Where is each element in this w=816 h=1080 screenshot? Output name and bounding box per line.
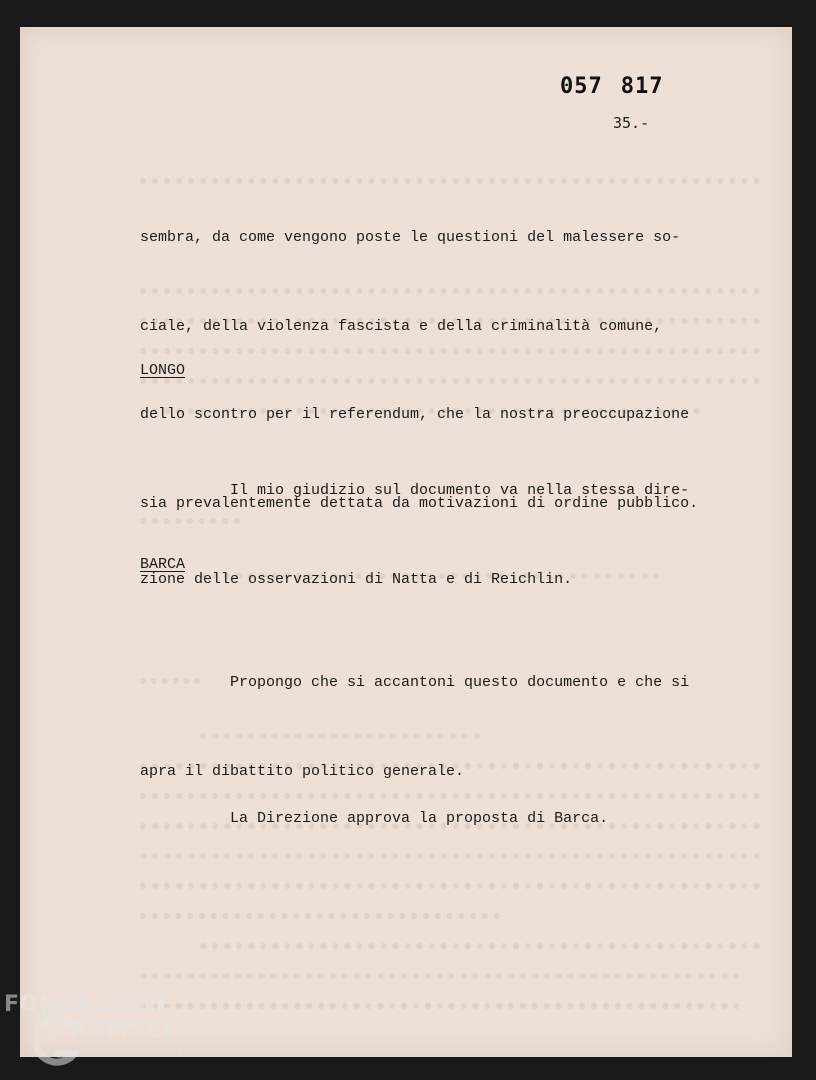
watermark-line2: RAMSCI bbox=[70, 1018, 173, 1043]
text-line: zione delle osservazioni di Natta e di Reichlin. bbox=[140, 570, 573, 588]
text-line: La Direzione approva la proposta di Barca. bbox=[140, 810, 609, 827]
speaker-heading-longo: LONGO bbox=[140, 362, 186, 379]
text-line: ciale, della violenza fascista e della criminalità comune, bbox=[140, 317, 663, 335]
conclusion-line bbox=[140, 745, 608, 863]
page-number: 35.- bbox=[613, 114, 650, 132]
text-line: Propongo che si accantoni questo documento e che si bbox=[140, 674, 690, 691]
text-line: sia prevalentemente dettata da motivazioni di ordine pubblico. bbox=[140, 494, 699, 512]
text-line: apra il dibattito politico generale. bbox=[140, 762, 465, 780]
watermark-line1: FONDAZIONE bbox=[4, 992, 173, 1017]
watermark-suffix: onlus bbox=[178, 1046, 203, 1056]
speaker-heading-barca: BARCA bbox=[140, 556, 186, 573]
archive-number bbox=[560, 74, 664, 99]
paragraph-2 bbox=[140, 417, 689, 624]
archive-number-part2: 817 bbox=[620, 74, 664, 99]
text-line: sembra, da come vengono poste le questioni del malessere so- bbox=[140, 229, 681, 246]
text-line: dello scontro per il referendum, che la nostra preoccupazione bbox=[140, 406, 690, 423]
text-line: Il mio giudizio sul documento va nella stessa dire- bbox=[140, 482, 690, 499]
fondazione-gramsci-watermark bbox=[4, 992, 204, 1077]
archive-number-part1: 057 bbox=[560, 74, 603, 99]
